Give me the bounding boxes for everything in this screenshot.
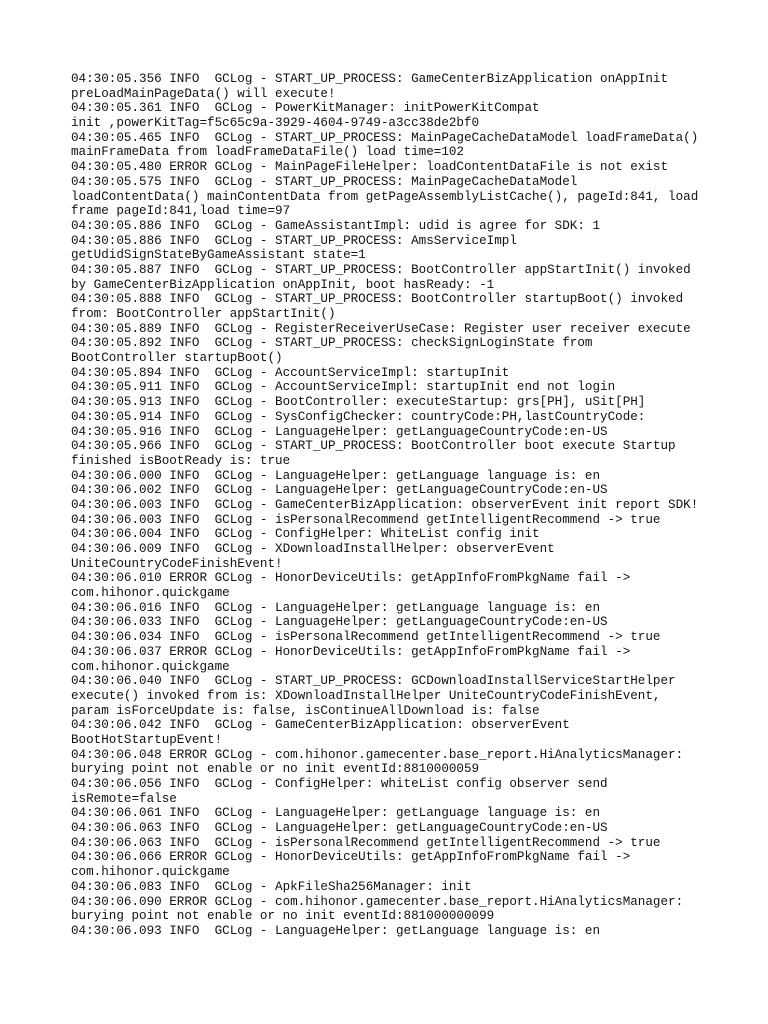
log-line: 04:30:06.000 INFO GCLog - LanguageHelper: getLanguage language is: en xyxy=(71,468,601,483)
log-line: 04:30:05.966 INFO GCLog - START_UP_PROCESS: BootController boot execute Startup xyxy=(71,439,676,454)
log-line: 04:30:06.066 ERROR GCLog - HonorDeviceUtils: getAppInfoFromPkgName fail -> xyxy=(71,850,631,865)
log-line: 04:30:06.004 INFO GCLog - ConfigHelper: WhiteList config init xyxy=(71,527,540,542)
log-line: execute() invoked from is: XDownloadInstallHelper UniteCountryCodeFinishEvent, xyxy=(71,688,661,703)
log-line: 04:30:05.886 INFO GCLog - START_UP_PROCESS: AmsServiceImpl xyxy=(71,233,517,248)
log-line: 04:30:06.033 INFO GCLog - LanguageHelper: getLanguageCountryCode:en-US xyxy=(71,615,608,630)
log-line: com.hihonor.quickgame xyxy=(71,865,230,880)
log-line: 04:30:05.914 INFO GCLog - SysConfigChecker: countryCode:PH,lastCountryCode: xyxy=(71,409,646,424)
log-line: init ,powerKitTag=f5c65c9a-3929-4604-9749-a3cc38de2bf0 xyxy=(71,116,480,131)
log-line: 04:30:05.894 INFO GCLog - AccountServiceImpl: startupInit xyxy=(71,365,510,380)
log-line: 04:30:05.916 INFO GCLog - LanguageHelper: getLanguageCountryCode:en-US xyxy=(71,424,608,439)
log-line: burying point not enable or no init eventId:881000000099 xyxy=(71,909,495,924)
log-line: 04:30:05.889 INFO GCLog - RegisterReceiverUseCase: Register user receiver execute xyxy=(71,321,691,336)
log-line: 04:30:06.034 INFO GCLog - isPersonalRecommend getIntelligentRecommend -> true xyxy=(71,630,661,645)
log-line: loadContentData() mainContentData from getPageAssemblyListCache(), pageId:841, load xyxy=(71,189,699,204)
log-line: from: BootController appStartInit() xyxy=(71,307,336,321)
log-line: BootController startupBoot() xyxy=(71,351,283,366)
log-line: 04:30:05.913 INFO GCLog - BootController: executeStartup: grs[PH], uSit[PH] xyxy=(71,395,646,410)
log-line: burying point not enable or no init eventId:8810000059 xyxy=(71,762,480,777)
log-line: UniteCountryCodeFinishEvent! xyxy=(71,556,283,571)
log-line: 04:30:06.010 ERROR GCLog - HonorDeviceUtils: getAppInfoFromPkgName fail -> xyxy=(71,571,631,586)
log-line: 04:30:05.887 INFO GCLog - START_UP_PROCESS: BootController appStartInit() invoked xyxy=(71,262,691,277)
log-line: by GameCenterBizApplication onAppInit, boot hasReady: -1 xyxy=(71,277,495,292)
log-line: preLoadMainPageData() will execute! xyxy=(71,86,336,101)
log-line: 04:30:06.003 INFO GCLog - GameCenterBizApplication: observerEvent init report SDK! xyxy=(71,497,699,512)
log-line: 04:30:06.016 INFO GCLog - LanguageHelper: getLanguage language is: en xyxy=(71,600,601,615)
log-line: 04:30:06.093 INFO GCLog - LanguageHelper: getLanguage language is: en xyxy=(71,923,601,938)
log-line: com.hihonor.quickgame xyxy=(71,586,230,601)
log-line: 04:30:06.056 INFO GCLog - ConfigHelper: whiteList config observer send xyxy=(71,777,608,791)
log-line: 04:30:05.888 INFO GCLog - START_UP_PROCESS: BootController startupBoot() invoked xyxy=(71,292,684,307)
log-line: 04:30:06.063 INFO GCLog - isPersonalRecommend getIntelligentRecommend -> true xyxy=(71,835,661,850)
log-line: com.hihonor.quickgame xyxy=(71,659,230,674)
log-line: param isForceUpdate is: false, isContinueAllDownload is: false xyxy=(71,703,540,718)
log-text-block xyxy=(71,72,731,939)
log-line: 04:30:06.042 INFO GCLog - GameCenterBizApplication: observerEvent xyxy=(71,718,570,733)
log-line: 04:30:05.356 INFO GCLog - START_UP_PROCESS: GameCenterBizApplication onAppInit xyxy=(71,72,669,86)
log-line: 04:30:06.040 INFO GCLog - START_UP_PROCESS: GCDownloadInstallServiceStartHelper xyxy=(71,674,676,689)
log-line: 04:30:06.037 ERROR GCLog - HonorDeviceUtils: getAppInfoFromPkgName fail -> xyxy=(71,644,631,659)
log-line: 04:30:06.009 INFO GCLog - XDownloadInstallHelper: observerEvent xyxy=(71,542,555,556)
log-line: frame pageId:841,load time=97 xyxy=(71,204,291,219)
log-line: isRemote=false xyxy=(71,791,177,806)
log-line: finished isBootReady is: true xyxy=(71,453,291,468)
log-line: 04:30:06.048 ERROR GCLog - com.hihonor.gamecenter.base_report.HiAnalyticsManager: xyxy=(71,747,684,762)
log-line: 04:30:05.575 INFO GCLog - START_UP_PROCESS: MainPageCacheDataModel xyxy=(71,174,578,189)
log-document xyxy=(71,72,731,939)
log-line: BootHotStartupEvent! xyxy=(71,732,223,747)
log-line: 04:30:05.892 INFO GCLog - START_UP_PROCESS: checkSignLoginState from xyxy=(71,336,593,351)
log-line: 04:30:06.083 INFO GCLog - ApkFileSha256Manager: init xyxy=(71,879,472,894)
log-line: 04:30:06.063 INFO GCLog - LanguageHelper: getLanguageCountryCode:en-US xyxy=(71,821,608,836)
log-line: 04:30:05.480 ERROR GCLog - MainPageFileHelper: loadContentDataFile is not exist xyxy=(71,160,669,175)
log-line: 04:30:06.061 INFO GCLog - LanguageHelper: getLanguage language is: en xyxy=(71,806,601,821)
log-line: 04:30:05.361 INFO GCLog - PowerKitManager: initPowerKitCompat xyxy=(71,101,540,116)
log-line: 04:30:06.003 INFO GCLog - isPersonalRecommend getIntelligentRecommend -> true xyxy=(71,512,661,527)
log-line: 04:30:05.465 INFO GCLog - START_UP_PROCESS: MainPageCacheDataModel loadFrameData() xyxy=(71,130,699,145)
log-line: getUdidSignStateByGameAssistant state=1 xyxy=(71,248,366,263)
log-line: 04:30:06.002 INFO GCLog - LanguageHelper: getLanguageCountryCode:en-US xyxy=(71,483,608,498)
log-line: mainFrameData from loadFrameDataFile() load time=102 xyxy=(71,145,464,160)
log-line: 04:30:05.886 INFO GCLog - GameAssistantImpl: udid is agree for SDK: 1 xyxy=(71,218,601,233)
log-line: 04:30:06.090 ERROR GCLog - com.hihonor.gamecenter.base_report.HiAnalyticsManager: xyxy=(71,894,684,909)
log-line: 04:30:05.911 INFO GCLog - AccountServiceImpl: startupInit end not login xyxy=(71,380,616,395)
